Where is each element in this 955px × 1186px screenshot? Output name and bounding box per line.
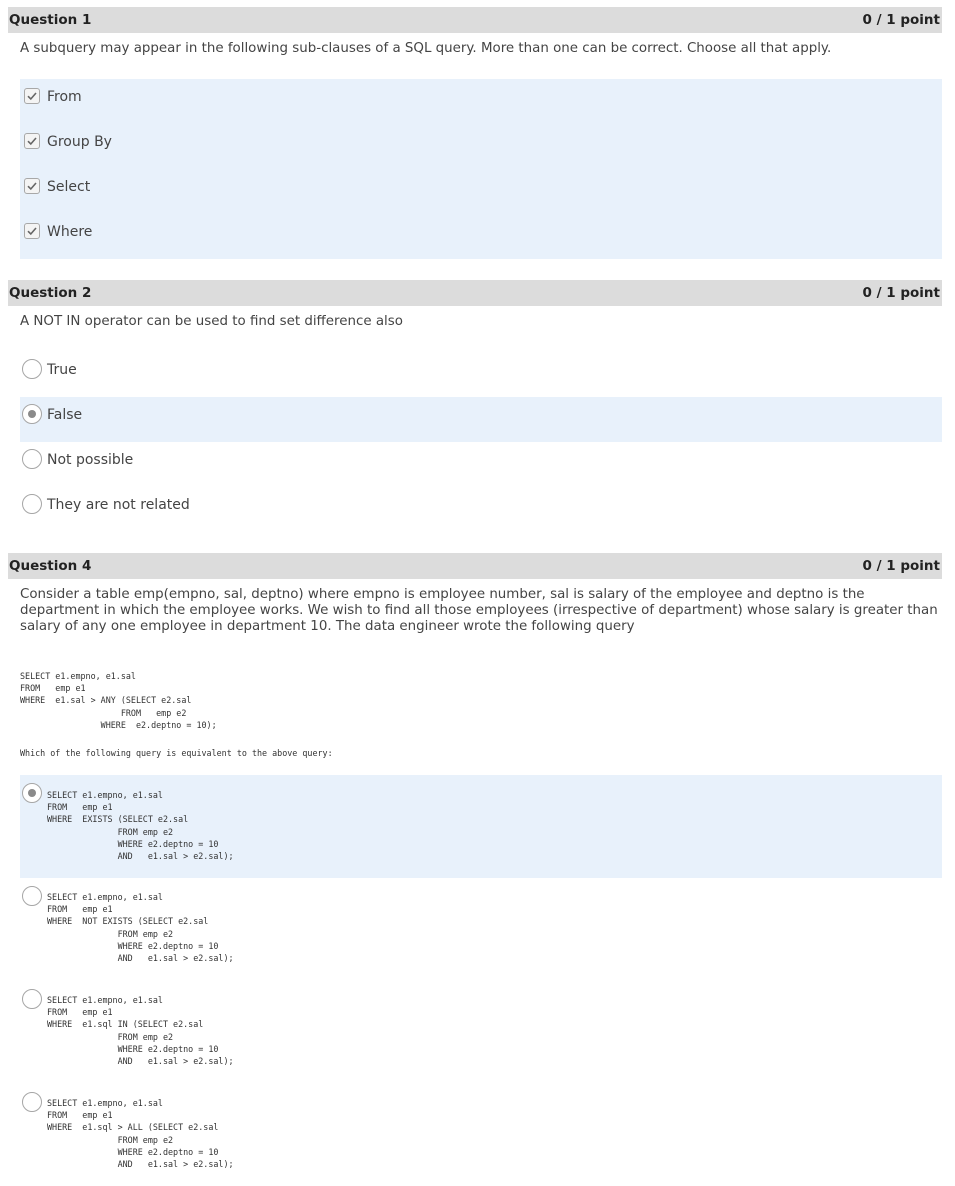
option-exists[interactable] (20, 775, 942, 878)
question-4-header (8, 553, 942, 579)
reference-query: SELECT e1.empno, e1.sal FROM emp e1 WHERE e1.sal > ANY (SELECT e2.sal FROM emp e2 WHERE e2.deptno = 10); (20, 671, 217, 730)
question-title: Question 4 (9, 558, 92, 574)
option-label: Select (47, 178, 91, 195)
radio-button[interactable] (22, 359, 42, 379)
option-code: SELECT e1.empno, e1.sal FROM emp e1 WHERE e1.sql > ALL (SELECT e2.sal FROM emp e2 WHERE e2.deptno = 10 AND e1.sal > e2.sal); (47, 1098, 234, 1170)
question-prompt: A NOT IN operator can be used to find set difference also (20, 314, 403, 329)
check-icon (26, 90, 38, 102)
option-code: SELECT e1.empno, e1.sal FROM emp e1 WHERE EXISTS (SELECT e2.sal FROM emp e2 WHERE e2.deptno = 10 AND e1.sal > e2.sal); (47, 790, 234, 862)
checkbox[interactable] (24, 133, 40, 149)
option-not-possible[interactable] (20, 437, 942, 482)
option-from[interactable] (20, 74, 942, 119)
radio-button[interactable] (22, 1092, 42, 1112)
question-1-header (8, 7, 942, 33)
question-title: Question 1 (9, 12, 92, 28)
radio-button[interactable] (22, 494, 42, 514)
question-2-header (8, 280, 942, 306)
question-score: 0 / 1 point (862, 12, 940, 28)
radio-selected-dot (28, 789, 36, 797)
radio-button[interactable] (22, 449, 42, 469)
option-not-exists[interactable] (20, 885, 942, 975)
option-label: False (47, 406, 83, 423)
option-label: Not possible (47, 451, 134, 468)
radio-button[interactable] (22, 989, 42, 1009)
option-label: From (47, 88, 82, 105)
option-label: Where (47, 223, 93, 240)
option-code: SELECT e1.empno, e1.sal FROM emp e1 WHERE e1.sql IN (SELECT e2.sal FROM emp e2 WHERE e2.deptno = 10 AND e1.sal > e2.sal); (47, 995, 234, 1067)
radio-button[interactable] (22, 783, 42, 803)
question-score: 0 / 1 point (862, 558, 940, 574)
followup-text: Which of the following query is equivalent to the above query: (20, 748, 333, 758)
option-label: Group By (47, 133, 112, 150)
radio-button[interactable] (22, 404, 42, 424)
option-label: They are not related (47, 496, 190, 513)
option-code: SELECT e1.empno, e1.sal FROM emp e1 WHERE NOT EXISTS (SELECT e2.sal FROM emp e2 WHERE e2.deptno = 10 AND e1.sal > e2.sal); (47, 892, 234, 964)
question-score: 0 / 1 point (862, 285, 940, 301)
option-in[interactable] (20, 988, 942, 1078)
option-true[interactable] (20, 347, 942, 392)
check-icon (26, 225, 38, 237)
option-not-related[interactable] (20, 482, 942, 527)
radio-selected-dot (28, 410, 36, 418)
option-where[interactable] (20, 209, 942, 254)
option-false[interactable] (20, 397, 942, 442)
radio-button[interactable] (22, 886, 42, 906)
question-prompt: A subquery may appear in the following sub-clauses of a SQL query. More than one can be correct. Choose all that apply. (20, 41, 832, 56)
option-group-by[interactable] (20, 119, 942, 164)
option-select[interactable] (20, 164, 942, 209)
option-all[interactable] (20, 1091, 942, 1181)
check-icon (26, 135, 38, 147)
checkbox[interactable] (24, 223, 40, 239)
checkbox[interactable] (24, 178, 40, 194)
question-prompt: Consider a table emp(empno, sal, deptno) where empno is employee number, sal is salary of the employee and deptno is the department in which the employee works. We wish to find all those employees (irrespective of department) whose salary is greater than salary of any one employee in department 10. The data engineer wrote the following query (20, 587, 938, 634)
question-title: Question 2 (9, 285, 92, 301)
option-label: True (47, 361, 77, 378)
check-icon (26, 180, 38, 192)
checkbox[interactable] (24, 88, 40, 104)
